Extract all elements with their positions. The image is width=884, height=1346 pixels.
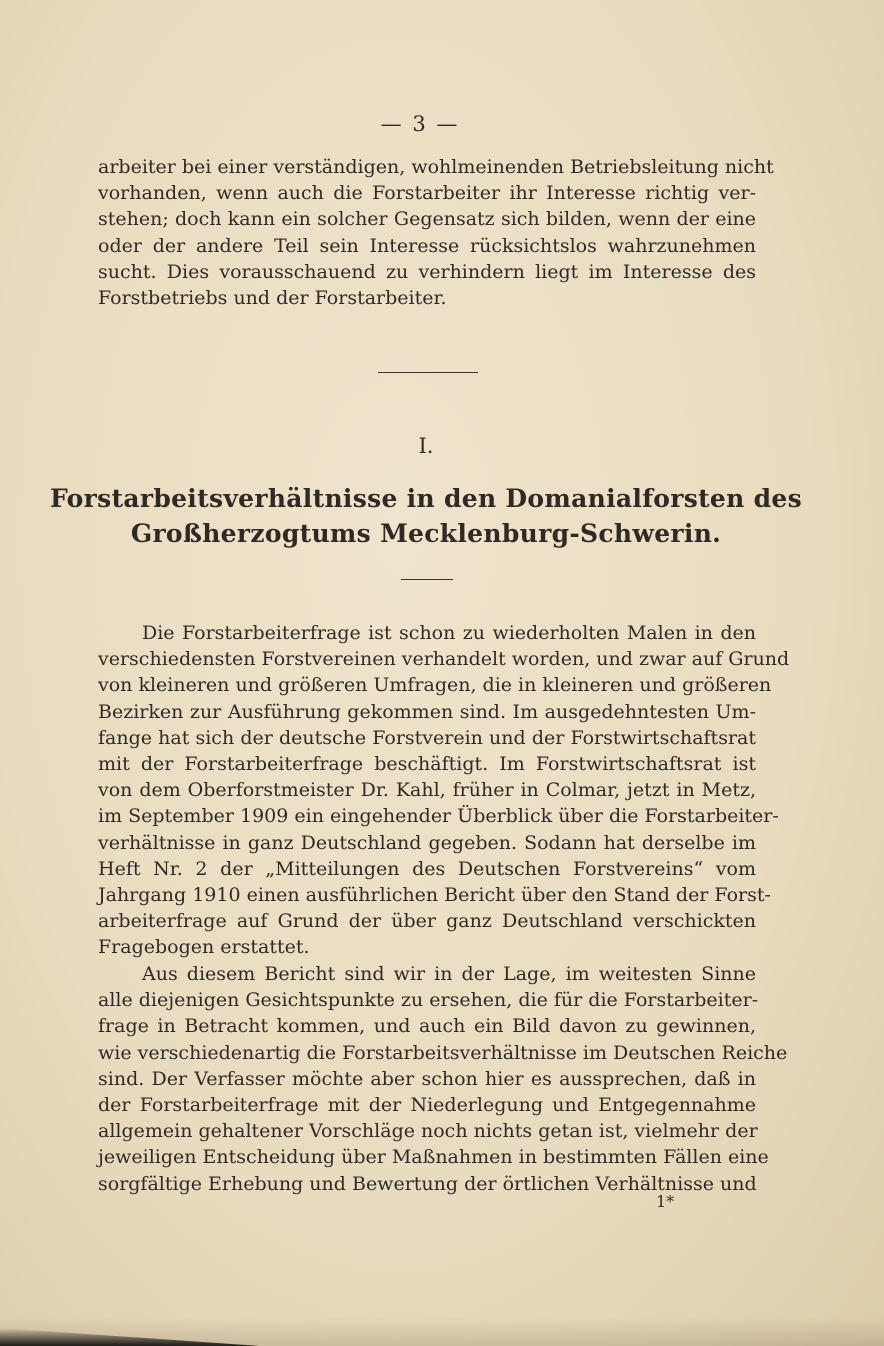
para1-line-5: fange hat sich der deutsche Forstverein und der Forstwirtschaftsrat [98, 726, 756, 749]
para1-line-12: arbeiterfrage auf Grund der über ganz Deutschland verschickten [98, 910, 756, 933]
para2-line-5: sind. Der Verfasser möchte aber schon hier es aussprechen, daß in [98, 1067, 756, 1090]
section-title-line-2: Großherzogtums Mecklenburg-Schwerin. [130, 519, 722, 548]
intro-line-3: stehen; doch kann ein solcher Gegensatz sich bilden, wenn der eine [98, 208, 756, 231]
para1-line-4: Bezirken zur Ausführung gekommen sind. Im ausgedehntesten Um- [98, 700, 756, 723]
intro-paragraph [98, 154, 774, 311]
para2-line-6: der Forstarbeiterfrage mit der Niederlegung und Entgegennahme [98, 1094, 756, 1117]
page-number: — 3 — [380, 112, 460, 136]
body-paragraph-2 [98, 961, 788, 1197]
para2-line-4: wie verschiedenartig die Forstarbeitsverhältnisse im Deutschen Reiche [98, 1041, 788, 1064]
intro-line-2: vorhanden, wenn auch die Forstarbeiter ihr Interesse richtig ver- [98, 182, 756, 205]
signature-mark: 1* [656, 1192, 675, 1211]
para1-line-7: von dem Oberforstmeister Dr. Kahl, früher in Colmar, jetzt in Metz, [98, 779, 756, 802]
section-number: I. [418, 434, 434, 458]
intro-line-1: arbeiter bei einer verständigen, wohlmeinenden Betriebsleitung nicht [98, 156, 774, 178]
section-title-line-1: Forstarbeitsverhältnisse in den Domanialforsten des [50, 484, 802, 513]
para2-line-3: frage in Betracht kommen, und auch ein Bild davon zu gewinnen, [98, 1015, 756, 1038]
para2-line-8: jeweiligen Entscheidung über Maßnahmen in bestimmten Fällen eine [98, 1146, 769, 1169]
title-underline-rule [401, 579, 453, 580]
para1-line-2: verschiedensten Forstvereinen verhandelt worden, und zwar auf Grund [98, 648, 790, 671]
para1-line-6: mit der Forstarbeiterfrage beschäftigt. Im Forstwirtschaftsrat ist [98, 753, 756, 776]
para2-line-9: sorgfältige Erhebung und Bewertung der örtlichen Verhältnisse und [98, 1172, 757, 1195]
para1-line-1: Die Forstarbeiterfrage ist schon zu wiederholten Malen in den [142, 622, 756, 644]
intro-line-5: sucht. Dies vorausschauend zu verhindern liegt im Interesse des [98, 260, 756, 283]
para1-line-9: verhältnisse in ganz Deutschland gegeben. Sodann hat derselbe im [98, 831, 756, 854]
para2-line-2: alle diejenigen Gesichtspunkte zu ersehen, die für die Forstarbeiter- [98, 989, 759, 1012]
para1-line-11: Jahrgang 1910 einen ausführlichen Bericht über den Stand der Forst- [98, 884, 771, 907]
para1-line-3: von kleineren und größeren Umfragen, die in kleineren und größeren [98, 674, 772, 697]
para1-line-10: Heft Nr. 2 der „Mitteilungen des Deutschen Forstvereins“ vom [98, 857, 756, 880]
para2-line-1: Aus diesem Bericht sind wir in der Lage, im weitesten Sinne [142, 963, 756, 985]
intro-line-4: oder der andere Teil sein Interesse rücksichtslos wahrzunehmen [98, 234, 756, 257]
section-divider-rule [378, 372, 478, 373]
body-paragraph-1 [98, 620, 790, 961]
para2-line-7: allgemein gehaltener Vorschläge noch nichts getan ist, vielmehr der [98, 1120, 758, 1143]
intro-line-6: Forstbetriebs und der Forstarbeiter. [98, 287, 447, 310]
para1-line-13: Fragebogen erstattet. [98, 936, 310, 959]
para1-line-8: im September 1909 ein eingehender Überblick über die Forstarbeiter- [98, 805, 779, 828]
